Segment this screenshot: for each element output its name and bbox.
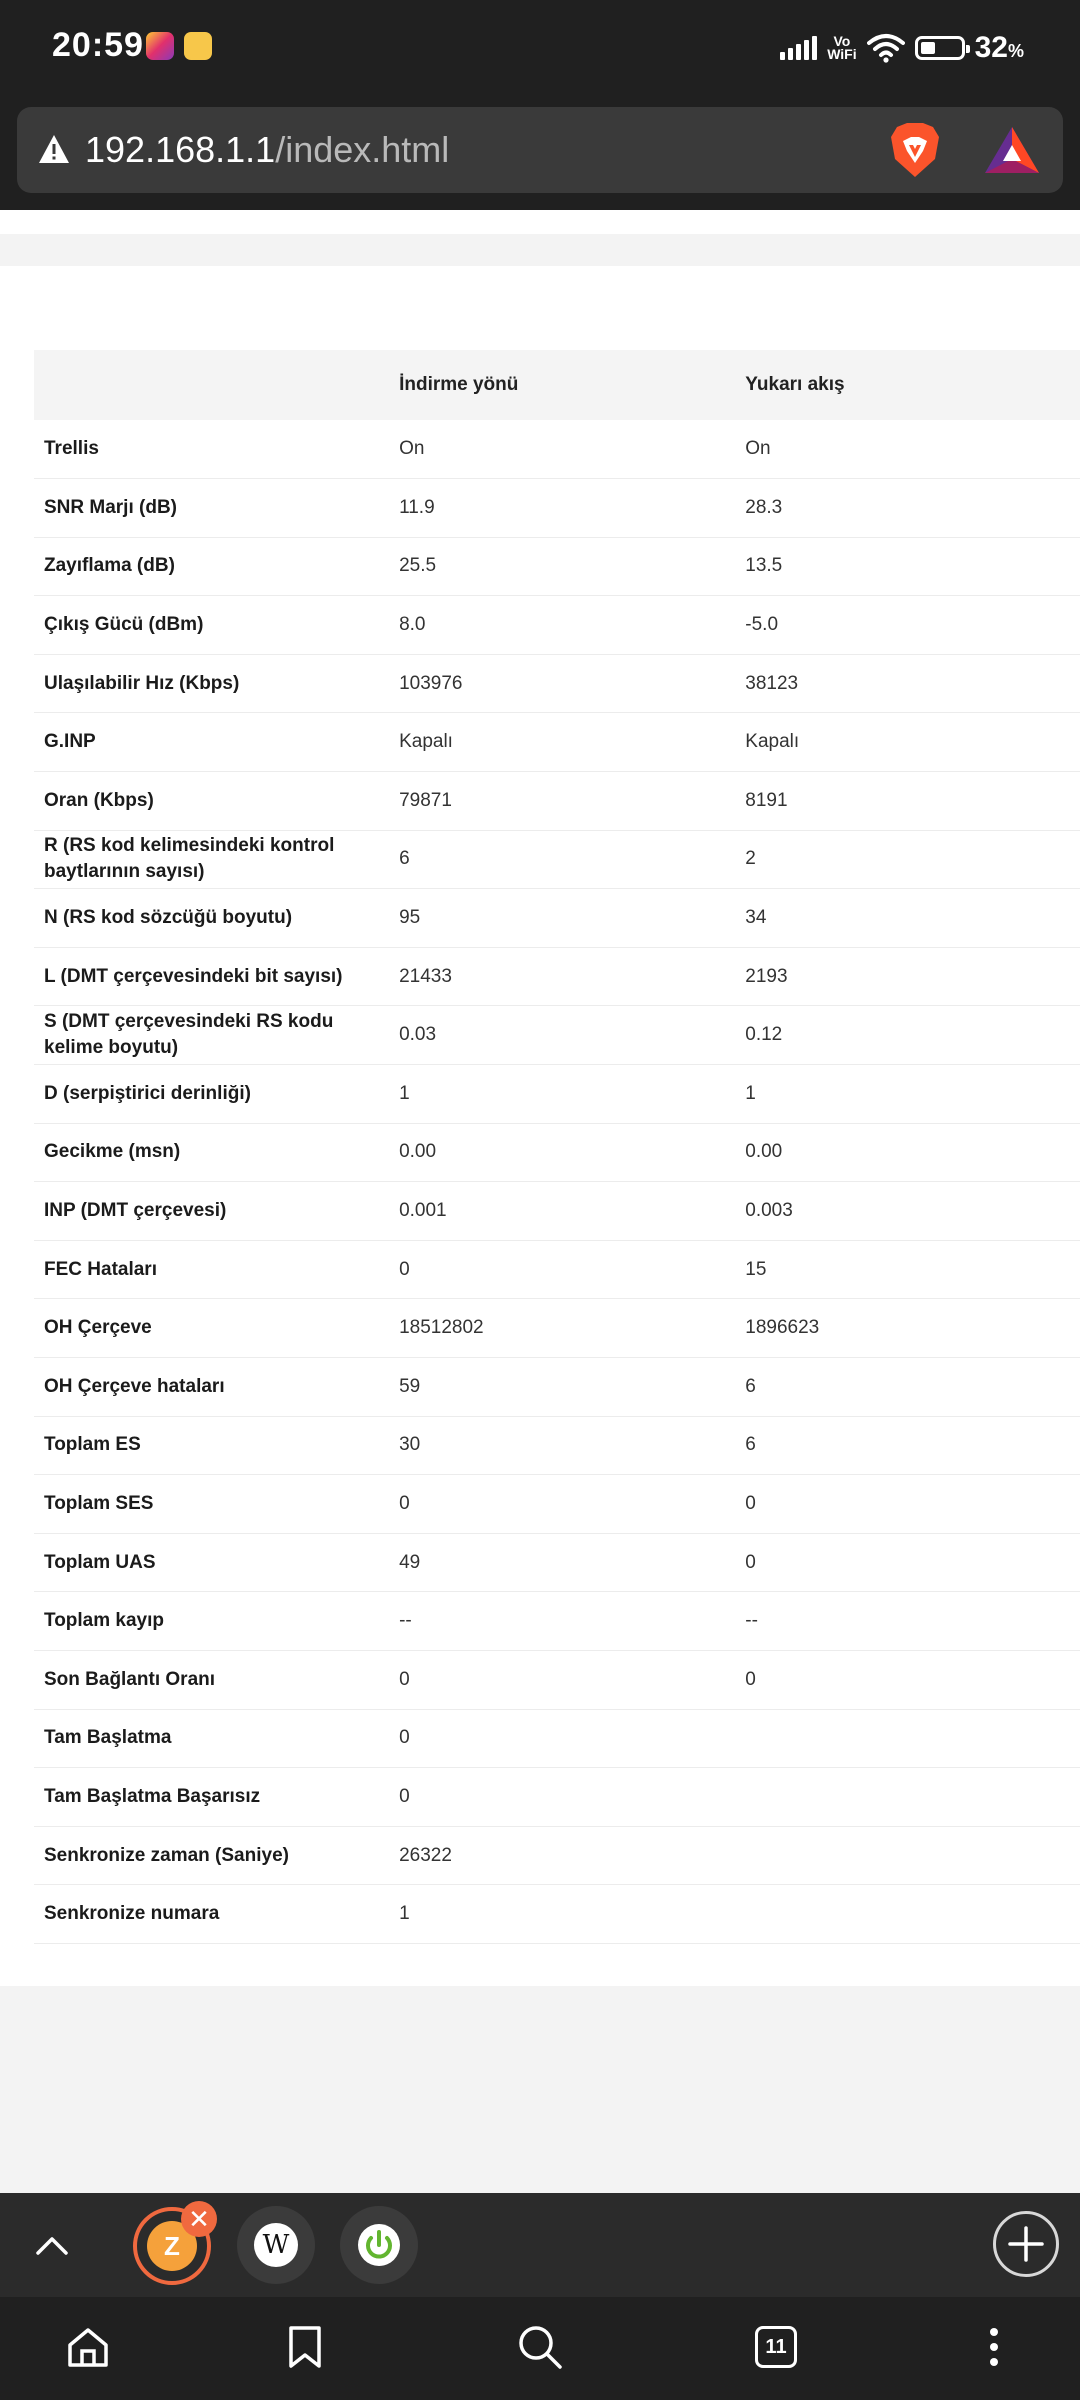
downstream-value: 0 [389,1768,735,1827]
upstream-value: 0.003 [735,1182,1080,1241]
upstream-value [735,1826,1080,1885]
table-row [34,1123,1080,1182]
status-indicators [780,28,1024,68]
downstream-value: 21433 [389,947,735,1006]
row-label: Tam Başlatma [34,1709,389,1768]
row-label: Trellis [34,420,389,479]
table-row [34,1650,1080,1709]
bottom-navigation [0,2297,1080,2400]
row-label: Gecikme (msn) [34,1123,389,1182]
downstream-value: 0 [389,1240,735,1299]
battery-icon [915,36,965,60]
table-body [34,420,1080,1943]
row-label: Senkronize zaman (Saniye) [34,1826,389,1885]
downstream-value: 95 [389,889,735,948]
menu-button[interactable] [968,2321,1020,2373]
table-header-row [34,350,1080,420]
upstream-value [735,1768,1080,1827]
table-row [34,1826,1080,1885]
tab-count-badge: 11 [755,2326,797,2368]
downstream-value: On [389,420,735,479]
downstream-value: 6 [389,830,735,889]
downstream-value: 1 [389,1885,735,1944]
row-label: Tam Başlatma Başarısız [34,1768,389,1827]
downstream-value: 25.5 [389,537,735,596]
row-label: OH Çerçeve [34,1299,389,1358]
table-row [34,889,1080,948]
table-row [34,1299,1080,1358]
upstream-value [735,1885,1080,1944]
downstream-value: 0.00 [389,1123,735,1182]
brave-shields-icon[interactable] [887,121,943,179]
table-row [34,772,1080,831]
row-label: Oran (Kbps) [34,772,389,831]
downstream-value: 0 [389,1709,735,1768]
vowifi-indicator [827,35,856,61]
chevron-up-icon[interactable] [34,2227,70,2263]
table-row [34,596,1080,655]
upstream-value: 6 [735,1358,1080,1417]
row-label: Zayıflama (dB) [34,537,389,596]
table-row [34,1182,1080,1241]
new-tab-button[interactable] [993,2211,1059,2277]
wikipedia-tab-icon: W [254,2223,298,2267]
row-label: S (DMT çerçevesindeki RS kodu kelime boyutu) [34,1006,389,1065]
row-label: SNR Marjı (dB) [34,479,389,538]
downstream-value: 0 [389,1650,735,1709]
page-top-strip [0,210,1080,234]
table-row [34,830,1080,889]
row-label: Son Bağlantı Oranı [34,1650,389,1709]
downstream-value: 1 [389,1065,735,1124]
table-row [34,1065,1080,1124]
downstream-value: 103976 [389,654,735,713]
signal-strength-icon [780,36,817,60]
upstream-value: 13.5 [735,537,1080,596]
table-row [34,947,1080,1006]
row-label: R (RS kod kelimesindeki kontrol baytlarının sayısı) [34,830,389,889]
vowifi-bottom-text: WiFi [827,46,857,62]
upstream-value: 8191 [735,772,1080,831]
instagram-notification-icon [146,32,174,60]
row-label: Senkronize numara [34,1885,389,1944]
bookmarks-button[interactable] [279,2321,331,2373]
row-label: L (DMT çerçevesindeki bit sayısı) [34,947,389,1006]
downstream-value: 79871 [389,772,735,831]
table-row [34,420,1080,479]
plus-icon [996,2214,1056,2274]
table-row [34,537,1080,596]
upstream-value: -5.0 [735,596,1080,655]
table-row [34,1533,1080,1592]
downstream-value: Kapalı [389,713,735,772]
tab-strip [0,2193,1080,2297]
table-row [34,1240,1080,1299]
upstream-value: Kapalı [735,713,1080,772]
upstream-value: 28.3 [735,479,1080,538]
upstream-value: 2193 [735,947,1080,1006]
downstream-value: 0.03 [389,1006,735,1065]
search-button[interactable] [514,2321,566,2373]
row-label: FEC Hataları [34,1240,389,1299]
url-path: /index.html [275,129,450,170]
upstream-value: 1 [735,1065,1080,1124]
table-row [34,1416,1080,1475]
downstream-value: 59 [389,1358,735,1417]
upstream-value: 1896623 [735,1299,1080,1358]
downstream-value: 18512802 [389,1299,735,1358]
battery-percentage: 32% [974,31,1024,64]
status-bar [0,0,1080,96]
upstream-value: 6 [735,1416,1080,1475]
row-label: Ulaşılabilir Hız (Kbps) [34,654,389,713]
vowifi-top-text: Vo [833,33,851,49]
table-row [34,1358,1080,1417]
table-row [34,479,1080,538]
wifi-icon [867,33,905,63]
home-icon [66,2325,110,2369]
browser-toolbar [0,96,1080,210]
downstream-value: 8.0 [389,596,735,655]
table-row [34,1709,1080,1768]
row-label: G.INP [34,713,389,772]
bookmark-icon [287,2325,323,2369]
table-row [34,713,1080,772]
table-row [34,1006,1080,1065]
home-button[interactable] [62,2321,114,2373]
upstream-value: 34 [735,889,1080,948]
upstream-value: 2 [735,830,1080,889]
upstream-value: 0 [735,1650,1080,1709]
table-row [34,654,1080,713]
upstream-value: 38123 [735,654,1080,713]
url-text[interactable] [85,129,449,171]
table-row [34,1885,1080,1944]
column-header-upstream: Yukarı akış [735,350,1080,420]
downstream-value: -- [389,1592,735,1651]
power-tab-icon [357,2223,401,2267]
table-row [34,1768,1080,1827]
row-label: Toplam kayıp [34,1592,389,1651]
tab-wikipedia[interactable] [237,2206,315,2284]
brave-rewards-icon[interactable] [983,125,1041,175]
row-label: N (RS kod sözcüğü boyutu) [34,889,389,948]
dsl-status-card [0,266,1080,1986]
battery-level-fill [921,42,935,54]
downstream-value: 49 [389,1533,735,1592]
downstream-value: 0.001 [389,1182,735,1241]
url-host: 192.168.1.1 [85,129,276,170]
row-label: OH Çerçeve hataları [34,1358,389,1417]
upstream-value: 0.00 [735,1123,1080,1182]
not-secure-warning-icon[interactable] [37,133,71,165]
row-label: Toplam ES [34,1416,389,1475]
upstream-value: 0.12 [735,1006,1080,1065]
row-label: Çıkış Gücü (dBm) [34,596,389,655]
upstream-value: 0 [735,1475,1080,1534]
table-row [34,1475,1080,1534]
address-bar[interactable] [17,107,1063,193]
downstream-value: 0 [389,1475,735,1534]
tab-power[interactable] [340,2206,418,2284]
row-label: Toplam SES [34,1475,389,1534]
close-tab-button[interactable]: ✕ [181,2201,217,2237]
upstream-value: On [735,420,1080,479]
notes-notification-icon [184,32,212,60]
upstream-value: 0 [735,1533,1080,1592]
zone-tab-icon: Z [147,2221,197,2271]
table-row [34,1592,1080,1651]
more-vertical-icon [986,2325,1002,2369]
row-label: D (serpiştirici derinliği) [34,1065,389,1124]
upstream-value: 15 [735,1240,1080,1299]
tab-switcher-button[interactable] [750,2321,802,2373]
search-icon [517,2324,563,2370]
upstream-value [735,1709,1080,1768]
downstream-value: 11.9 [389,479,735,538]
downstream-value: 26322 [389,1826,735,1885]
downstream-value: 30 [389,1416,735,1475]
row-label: INP (DMT çerçevesi) [34,1182,389,1241]
column-header-downstream: İndirme yönü [389,350,735,420]
column-header-label [34,350,389,420]
status-time: 20:59 [52,26,144,64]
upstream-value: -- [735,1592,1080,1651]
row-label: Toplam UAS [34,1533,389,1592]
web-page [0,210,1080,2210]
dsl-statistics-table [34,350,1080,1944]
